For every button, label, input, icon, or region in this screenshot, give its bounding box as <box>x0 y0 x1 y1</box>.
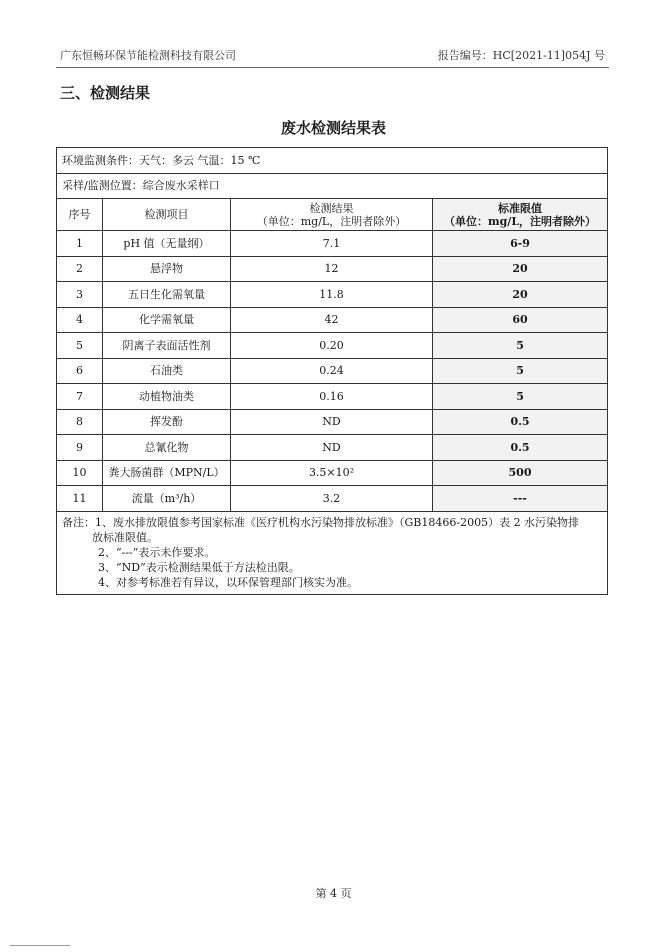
notes-cell <box>57 511 608 594</box>
col-header-no: 序号 <box>57 199 103 231</box>
table-row <box>57 307 608 333</box>
row-item: 流量（m³/h） <box>103 486 231 512</box>
table-row <box>57 333 608 359</box>
row-limit: 20 <box>433 282 608 308</box>
col-header-result-title: 检测结果 <box>309 201 354 215</box>
row-no: 10 <box>57 460 103 486</box>
row-result: 3.2 <box>231 486 433 512</box>
environment-conditions: 环境监测条件：天气：多云 气温：15 ℃ <box>57 148 608 174</box>
table-row <box>57 384 608 410</box>
row-no: 2 <box>57 256 103 282</box>
row-result: 0.16 <box>231 384 433 410</box>
table-row <box>57 282 608 308</box>
note-1: 备注：1、废水排放限值参考国家标准《医疗机构水污染物排放标准》（GB18466-2005）表 2 水污染物排 <box>62 515 580 529</box>
row-item: pH 值（无量纲） <box>103 231 231 257</box>
note-2: 2、“---”表示未作要求。 <box>98 545 216 559</box>
row-limit: 5 <box>433 384 608 410</box>
row-limit: 0.5 <box>433 435 608 461</box>
row-no: 8 <box>57 409 103 435</box>
note-1-continued: 放标准限值。 <box>92 530 158 544</box>
col-header-limit-title: 标准限值 <box>498 201 543 215</box>
sampling-location: 采样/监测位置：综合废水采样口 <box>57 173 608 199</box>
row-no: 9 <box>57 435 103 461</box>
col-header-result-unit: （单位：mg/L，注明者除外） <box>256 214 407 228</box>
row-result: 7.1 <box>231 231 433 257</box>
row-item: 阴离子表面活性剂 <box>103 333 231 359</box>
table-header-row <box>57 199 608 231</box>
row-no: 6 <box>57 358 103 384</box>
wastewater-results-table <box>56 147 608 595</box>
row-result: 42 <box>231 307 433 333</box>
row-item: 石油类 <box>103 358 231 384</box>
row-item: 挥发酚 <box>103 409 231 435</box>
section-title: 三、检测结果 <box>60 84 151 102</box>
row-result: 0.24 <box>231 358 433 384</box>
row-no: 4 <box>57 307 103 333</box>
row-result: ND <box>231 409 433 435</box>
row-no: 11 <box>57 486 103 512</box>
row-result: 12 <box>231 256 433 282</box>
page-header <box>60 47 605 63</box>
col-header-limit-unit: （单位：mg/L，注明者除外） <box>443 214 597 228</box>
table-row <box>57 231 608 257</box>
table-row <box>57 256 608 282</box>
row-limit: 0.5 <box>433 409 608 435</box>
col-header-item: 检测项目 <box>103 199 231 231</box>
table-row <box>57 486 608 512</box>
row-item: 悬浮物 <box>103 256 231 282</box>
col-header-result <box>231 199 433 231</box>
row-limit: 500 <box>433 460 608 486</box>
col-header-limit <box>433 199 608 231</box>
row-item: 五日生化需氧量 <box>103 282 231 308</box>
row-result: 11.8 <box>231 282 433 308</box>
row-limit: 5 <box>433 333 608 359</box>
row-result: 0.20 <box>231 333 433 359</box>
row-limit: 6-9 <box>433 231 608 257</box>
note-3: 3、“ND”表示检测结果低于方法检出限。 <box>98 560 300 574</box>
row-item: 总氰化物 <box>103 435 231 461</box>
row-limit: 20 <box>433 256 608 282</box>
row-limit: 5 <box>433 358 608 384</box>
row-no: 1 <box>57 231 103 257</box>
page-number: 第 4 页 <box>315 887 352 900</box>
row-limit: --- <box>433 486 608 512</box>
report-number: 报告编号：HC[2021-11]054J 号 <box>437 49 605 62</box>
note-4: 4、对参考标准若有异议，以环保管理部门核实为准。 <box>98 575 358 589</box>
row-item: 粪大肠菌群（MPN/L） <box>103 460 231 486</box>
table-row <box>57 460 608 486</box>
row-item: 动植物油类 <box>103 384 231 410</box>
table-row <box>57 358 608 384</box>
row-no: 7 <box>57 384 103 410</box>
row-no: 5 <box>57 333 103 359</box>
table-row <box>57 409 608 435</box>
row-result: ND <box>231 435 433 461</box>
header-rule <box>56 67 609 68</box>
row-item: 化学需氧量 <box>103 307 231 333</box>
row-limit: 60 <box>433 307 608 333</box>
row-no: 3 <box>57 282 103 308</box>
row-result: 3.5×10² <box>231 460 433 486</box>
company-name: 广东恒畅环保节能检测科技有限公司 <box>60 49 236 62</box>
bottom-rule <box>10 945 70 946</box>
table-row <box>57 435 608 461</box>
table-title: 废水检测结果表 <box>280 119 386 137</box>
